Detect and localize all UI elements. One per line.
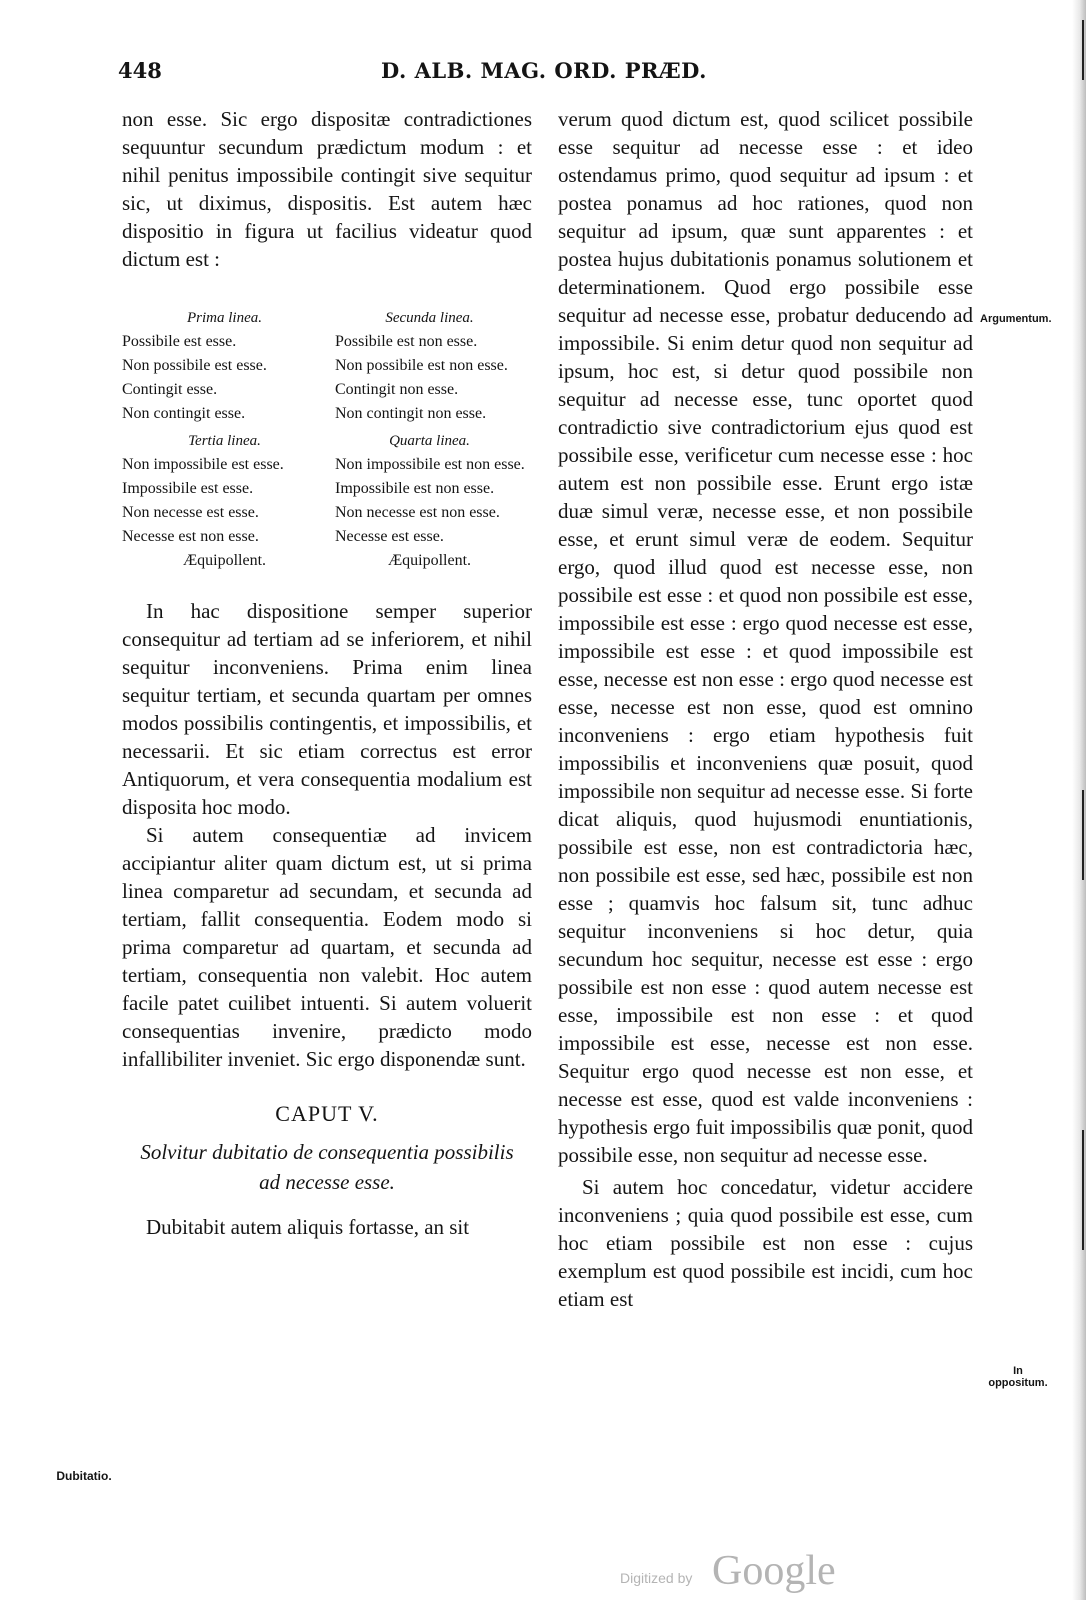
table-row xyxy=(122,354,532,378)
chapter-subtitle: Solvitur dubitatio de consequentia possibilis ad necesse esse. xyxy=(140,1140,514,1194)
table-cell: Non possibile est esse. xyxy=(122,357,267,374)
table-cell: Non impossibile est esse. xyxy=(122,456,284,473)
table-cell: Non contingit non esse. xyxy=(335,405,487,422)
page-header xyxy=(118,58,970,90)
table-cell: Possibile est non esse. xyxy=(335,333,478,350)
right-column xyxy=(558,105,973,1313)
table-cell: Contingit non esse. xyxy=(335,381,459,398)
table-heading: Quarta linea. xyxy=(389,433,470,449)
paragraph: Dubitabit autem aliquis fortasse, an sit xyxy=(146,1215,470,1239)
table-cell: Æquipollent. xyxy=(387,552,472,569)
table-cell: Non contingit esse. xyxy=(122,405,246,422)
table-heading: Secunda linea. xyxy=(385,310,474,326)
table-row xyxy=(122,402,532,426)
table-cell: Non necesse est esse. xyxy=(122,504,259,521)
paragraph: non esse. Sic ergo dispositæ contradictiones sequuntur secundum prædictum modum : et nihil penitus impossibile contingit sive sequitur sic, ut diximus, dispositis. Est autem hæc dispositio in figura ut facilius videatur quod dictum est : xyxy=(122,107,532,271)
margin-note-dubitatio: Dubitatio. xyxy=(56,1469,112,1483)
modal-dispositio-table xyxy=(122,303,532,573)
table-row xyxy=(122,477,532,501)
scan-artifact-line xyxy=(1082,20,1084,80)
scan-artifact-line xyxy=(1082,1130,1084,1250)
paragraph: verum quod dictum est, quod scilicet possibile esse sequitur ad necesse esse : et ideo ostendamus primo, quod sequitur ad ipsum : et postea ponamus ad hoc rationes, quod non sequitur ad ipsum, quæ sunt apparentes : et postea hujus dubitationis ponamus solutionem et determinationem. Quod ergo possibile esse sequitur ad necesse esse, probatur deducendo ad impossibile. Si enim detur quod non sequitur ad ipsum, hoc est, si detur quod possibile non sequitur ad necesse esse, tunc oportet quod contradictio sive contradictorium ejus quod est possibile esse, verificetur cum necesse esse : hoc autem est non possibile esse. Erunt ergo istæ duæ simul veræ, necesse esse, et non possibile esse, et erunt simul veræ de eodem. Sequitur ergo, quod illud quod est necesse esse, non possibile est esse : et quod non possibile est esse, impossibile est esse : ergo quod necesse est esse, impossibile est esse : et quod impossibile est esse, necesse est non esse : ergo quod necesse est esse, necesse est non esse, quod est omnino inconveniens : ergo etiam hypothesis fuit impossibilis et inconveniens quæ posuit, quod impossibile non sequitur ad necesse esse. Si forte dicat aliquis, quod hujusmodi enuntiationis, possibile est esse, non est contradictoria hæc, non possibile est esse, sed hæc, possibile est non esse ; quamvis hoc falsum sit, tunc adhuc sequitur inconveniens si hoc detur, quia secundum hoc sequitur, necesse est esse : ergo possibile est non esse : quod autem necesse est esse, impossibile est non esse : et quod impossibile est esse, necesse est non esse. Sequitur ergo quod necesse est non esse, et necesse est esse, quod est valde inconveniens : hypothesis ergo fuit impossibilis quæ ponit, quod possibile esse, non sequitur ad necesse esse. xyxy=(558,107,973,1167)
google-logo: Google xyxy=(712,1548,836,1594)
table-header-row xyxy=(122,303,532,330)
watermark-prefix: Digitized by xyxy=(620,1570,693,1586)
table-cell: Non possibile est non esse. xyxy=(335,357,508,374)
table-row xyxy=(122,330,532,354)
table-footer-row xyxy=(122,549,532,573)
table-row xyxy=(122,501,532,525)
table-row xyxy=(122,378,532,402)
table-cell: Contingit esse. xyxy=(122,381,218,398)
table-heading: Prima linea. xyxy=(187,310,262,326)
table-cell: Non necesse est non esse. xyxy=(335,504,500,521)
table-cell: Necesse est non esse. xyxy=(122,528,259,545)
table-cell: Necesse est esse. xyxy=(335,528,444,545)
left-column xyxy=(122,105,532,1241)
table-header-row xyxy=(122,426,532,453)
table-cell: Possibile est esse. xyxy=(122,333,237,350)
margin-note-in-oppositum: In oppositum. xyxy=(988,1365,1048,1389)
scan-artifact-line xyxy=(1082,790,1084,880)
table-row xyxy=(122,525,532,549)
chapter-title: CAPUT V. xyxy=(275,1101,379,1126)
paragraph: In hac dispositione semper superior consequitur ad tertiam ad se inferiorem, et nihil sequitur inconveniens. Prima enim linea sequitur tertiam, et secunda quartam per omnes modos possibilis contingentis, et impossibilis, et necessarii. Et sic etiam correctus est error Antiquorum, et vera consequentia modalium est disposita hoc modo. xyxy=(122,599,532,819)
table-cell: Non impossibile est non esse. xyxy=(335,456,525,473)
table-row xyxy=(122,453,532,477)
paragraph: Si autem consequentiæ ad invicem accipiantur aliter quam dictum est, ut si prima linea comparetur ad secundam, et secunda ad tertiam, fallit consequentia. Eodem modo si prima comparetur ad quartam, et secunda ad tertiam, consequentia non valebit. Hoc autem facile patet cuilibet intuenti. Si autem voluerit consequentias invenire, prædicto modo infallibiliter inveniet. Sic ergo disponendæ sunt. xyxy=(122,823,532,1071)
paragraph: Si autem hoc concedatur, videtur accidere inconveniens ; quia quod possibile est esse, cum hoc etiam possibile est non esse : cujus exemplum est quod possibile est incidi, cum hoc etiam est xyxy=(558,1175,973,1311)
table-cell: Impossibile est non esse. xyxy=(335,480,495,497)
table-cell: Impossibile est esse. xyxy=(122,480,254,497)
page-number: 448 xyxy=(118,58,162,83)
running-title: D. ALB. MAG. ORD. PRÆD. xyxy=(381,58,707,83)
table-cell: Æquipollent. xyxy=(182,552,267,569)
digitized-watermark xyxy=(620,1548,840,1594)
table-heading: Tertia linea. xyxy=(188,433,261,449)
margin-note-argumentum: Argumentum. xyxy=(980,313,1052,325)
